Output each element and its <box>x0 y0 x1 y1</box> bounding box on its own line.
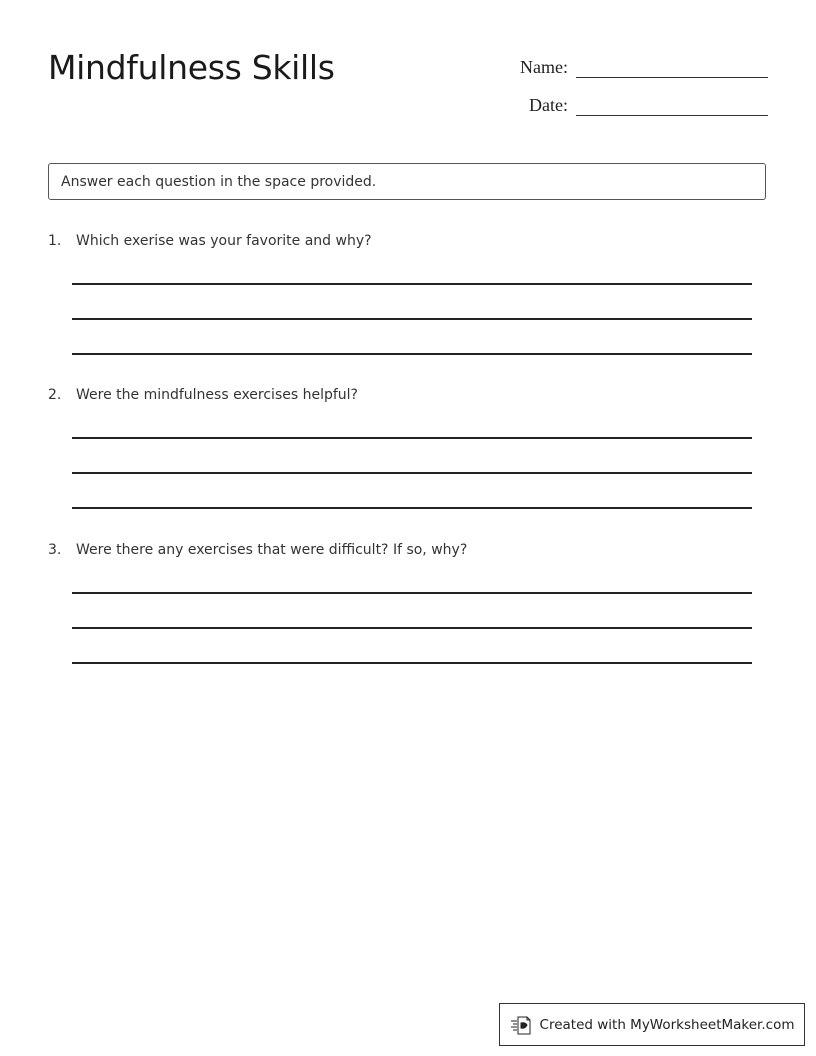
page-title: Mindfulness Skills <box>48 48 335 87</box>
name-field <box>508 51 768 78</box>
date-label: Date: <box>529 95 568 115</box>
answer-line[interactable] <box>72 353 752 355</box>
question-1 <box>48 232 752 250</box>
date-blank-line[interactable] <box>576 89 768 116</box>
answer-line[interactable] <box>72 662 752 664</box>
question-number: 1. <box>48 233 62 249</box>
instructions-box: Answer each question in the space provided. <box>48 163 766 200</box>
answer-line[interactable] <box>72 283 752 285</box>
answer-line[interactable] <box>72 472 752 474</box>
question-text: Were the mindfulness exercises helpful? <box>76 387 358 403</box>
name-label: Name: <box>520 57 568 77</box>
answer-line[interactable] <box>72 592 752 594</box>
question-2 <box>48 386 752 404</box>
answer-line[interactable] <box>72 437 752 439</box>
answer-line[interactable] <box>72 318 752 320</box>
question-number: 2. <box>48 387 62 403</box>
answer-line[interactable] <box>72 507 752 509</box>
question-3 <box>48 541 752 559</box>
worksheet-maker-logo-icon <box>510 1014 532 1036</box>
question-number: 3. <box>48 542 62 558</box>
question-text: Were there any exercises that were difficult? If so, why? <box>76 542 468 558</box>
footer-text: Created with MyWorksheetMaker.com <box>539 1016 795 1033</box>
answer-line[interactable] <box>72 627 752 629</box>
name-blank-line[interactable] <box>576 51 768 78</box>
footer-badge[interactable] <box>499 1003 805 1046</box>
date-field <box>508 89 768 116</box>
question-text: Which exerise was your favorite and why? <box>76 233 372 249</box>
